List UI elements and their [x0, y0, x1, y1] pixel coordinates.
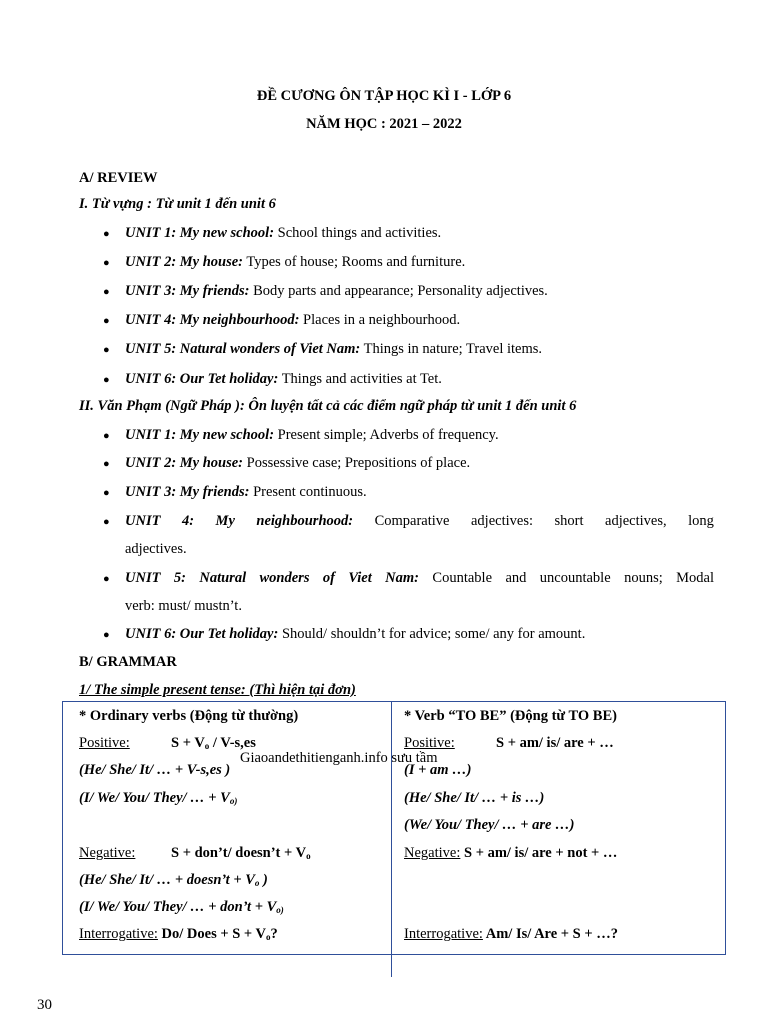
list-item: UNIT 5: Natural wonders of Viet Nam: Things in nature; Travel items.: [125, 341, 543, 357]
bullet-icon: ●: [103, 286, 110, 298]
left-interrogative-row: [79, 926, 278, 943]
section-heading-simple-present: 1/ The simple present tense: (Thì hiện tại đơn): [79, 682, 356, 698]
bullet-icon: ●: [103, 257, 110, 269]
document-title: ĐỀ CƯƠNG ÔN TẬP HỌC KÌ I - LỚP 6: [256, 88, 512, 104]
to-be-example-2: (He/ She/ It/ … + is …): [404, 790, 545, 806]
list-item: UNIT 6: Our Tet holiday: Things and activities at Tet.: [125, 371, 442, 387]
list-item: UNIT 2: My house: Possessive case; Prepositions of place.: [125, 455, 471, 471]
negative-example-1: (He/ She/ It/ … + doesn’t + $V_o$ ): [79, 872, 268, 888]
grammar-review-heading: II. Văn Phạm (Ngữ Pháp ): Ôn luyện tất cả các điểm ngữ pháp từ unit 1 đến unit 6: [79, 398, 577, 414]
grammar-heading: B/ GRAMMAR: [79, 654, 177, 670]
list-item-continuation: adjectives.: [125, 541, 187, 557]
bullet-icon: ●: [103, 344, 110, 356]
vocab-heading: I. Từ vựng : Từ unit 1 đến unit 6: [79, 196, 276, 212]
left-negative-row: [79, 845, 311, 862]
positive-formula: $S + V_o / V-s,es$: [171, 735, 256, 751]
list-item: UNIT 3: My friends: Body parts and appearance; Personality adjectives.: [125, 283, 548, 299]
ordinary-verbs-header: * Ordinary verbs (Động từ thường): [79, 708, 299, 724]
list-item-continuation: verb: must/ mustn’t.: [125, 598, 242, 614]
table-divider: [391, 701, 392, 977]
list-item: UNIT 6: Our Tet holiday: Should/ shouldn’t for advice; some/ any for amount.: [125, 626, 586, 642]
right-negative-row: [404, 845, 617, 862]
bullet-icon: ●: [103, 516, 110, 528]
to-be-negative-formula: S + am/ is/ are + not + …: [460, 845, 618, 861]
bullet-icon: ●: [103, 487, 110, 499]
to-be-positive-formula: S + am/ is/ are + …: [496, 735, 614, 751]
to-be-header: * Verb “TO BE” (Động từ TO BE): [404, 708, 617, 724]
page-number: 30: [37, 997, 52, 1013]
watermark-text: Giaoandethitienganh.info sưu tầm: [240, 750, 438, 766]
negative-label: Negative:: [404, 845, 461, 861]
negative-formula: S + don’t/ doesn’t + $V_o$: [171, 845, 311, 861]
interrogative-formula: Do/ Does + $S + V_o$?: [157, 926, 278, 942]
bullet-icon: ●: [103, 374, 110, 386]
positive-example-1: (He/ She/ It/ … + V-s,es ): [79, 762, 231, 778]
to-be-example-3: (We/ You/ They/ … + are …): [404, 817, 575, 833]
list-item: UNIT 5: Natural wonders of Viet Nam: Countable and uncountable nouns; Modal: [125, 570, 714, 586]
bullet-icon: ●: [103, 573, 110, 585]
interrogative-label: Interrogative:: [404, 926, 483, 942]
bullet-icon: ●: [103, 629, 110, 641]
bullet-icon: ●: [103, 458, 110, 470]
left-positive-row: [79, 735, 256, 752]
to-be-interrogative-formula: Am/ Is/ Are + S + …?: [482, 926, 619, 942]
bullet-icon: ●: [103, 430, 110, 442]
positive-label: Positive:: [404, 735, 455, 751]
grammar-table: [62, 701, 726, 955]
positive-label: Positive:: [79, 735, 130, 751]
interrogative-label: Interrogative:: [79, 926, 158, 942]
bullet-icon: ●: [103, 315, 110, 327]
positive-example-2: (I/ We/ You/ They/ … + $V_{o)}$: [79, 790, 238, 806]
to-be-example-1: (I + am …): [404, 762, 472, 778]
list-item: UNIT 1: My new school: Present simple; Adverbs of frequency.: [125, 427, 499, 443]
bullet-icon: ●: [103, 228, 110, 240]
negative-label: Negative:: [79, 845, 136, 861]
list-item: UNIT 1: My new school: School things and activities.: [125, 225, 442, 241]
right-interrogative-row: [404, 926, 618, 943]
list-item: UNIT 4: My neighbourhood: Comparative adjectives: short adjectives, long: [125, 513, 714, 529]
review-heading: A/ REVIEW: [79, 170, 158, 186]
list-item: UNIT 3: My friends: Present continuous.: [125, 484, 367, 500]
list-item: UNIT 2: My house: Types of house; Rooms and furniture.: [125, 254, 466, 270]
school-year: NĂM HỌC : 2021 – 2022: [306, 116, 462, 132]
list-item: UNIT 4: My neighbourhood: Places in a neighbourhood.: [125, 312, 461, 328]
negative-example-2: (I/ We/ You/ They/ … + don’t + $V_{o)}$: [79, 899, 284, 915]
